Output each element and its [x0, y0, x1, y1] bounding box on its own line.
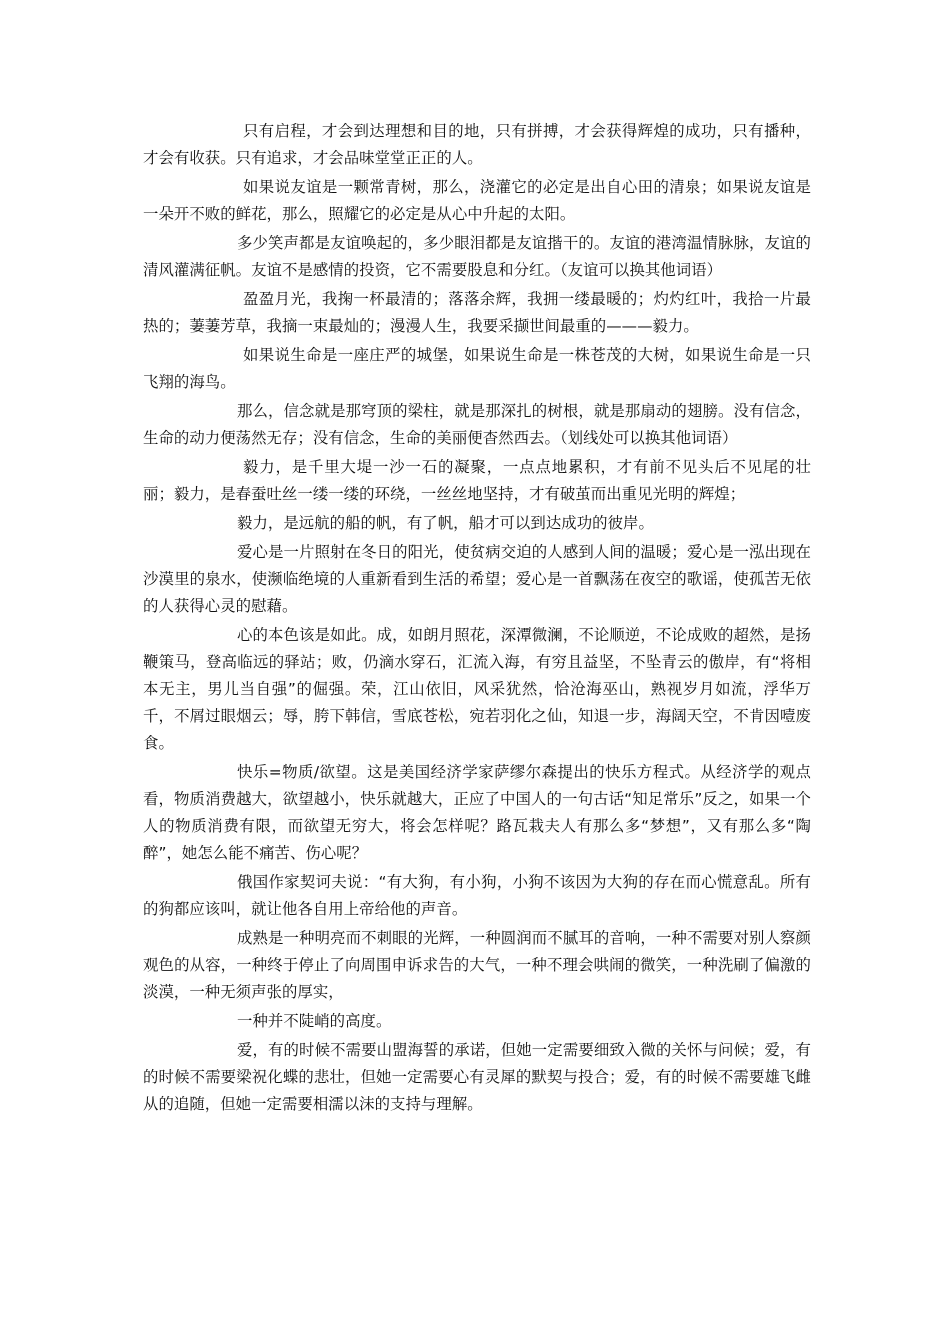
paragraph-7: 毅力，是千里大堤一沙一石的凝聚，一点点地累积，才有前不见头后不见尾的壮丽；毅力，是春蚕吐丝一缕一缕的环绕，一丝丝地坚持，才有破茧而出重见光明的辉煌；	[143, 458, 811, 503]
paragraph-11: 快乐=物质/欲望。这是美国经济学家萨缪尔森提出的快乐方程式。从经济学的观点看，物质消费越大，欲望越小，快乐就越大，正应了中国人的一句古话“知足常乐”反之，如果一个人的物质消费有限，而欲望无穷大，将会怎样呢？路瓦栽夫人有那么多“梦想”，又有那么多“陶醉”，她怎么能不痛苦、伤心呢？	[143, 763, 811, 862]
document-body	[143, 118, 811, 1120]
paragraph-12: 俄国作家契诃夫说：“有大狗，有小狗，小狗不该因为大狗的存在而心慌意乱。所有的狗都应该叫，就让他各自用上帝给他的声音。	[143, 873, 811, 918]
paragraph-3: 多少笑声都是友谊唤起的，多少眼泪都是友谊揩干的。友谊的港湾温情脉脉，友谊的清风灌满征帆。友谊不是感情的投资，它不需要股息和分红。（友谊可以换其他词语）	[143, 234, 811, 279]
paragraph-15: 爱，有的时候不需要山盟海誓的承诺，但她一定需要细致入微的关怀与问候；爱，有的时候不需要梁祝化蝶的悲壮，但她一定需要心有灵犀的默契与投合；爱，有的时候不需要雄飞雌从的追随，但她一定需要相濡以沫的支持与理解。	[143, 1041, 811, 1113]
paragraph-6: 那么，信念就是那穹顶的梁柱，就是那深扎的树根，就是那扇动的翅膀。没有信念，生命的动力便荡然无存；没有信念，生命的美丽便杳然西去。（划线处可以换其他词语）	[143, 402, 811, 447]
paragraph-2: 如果说友谊是一颗常青树，那么，浇灌它的必定是出自心田的清泉；如果说友谊是一朵开不败的鲜花，那么，照耀它的必定是从心中升起的太阳。	[143, 178, 811, 223]
paragraph-5: 如果说生命是一座庄严的城堡，如果说生命是一株苍茂的大树，如果说生命是一只飞翔的海鸟。	[143, 346, 811, 391]
paragraph-4: 盈盈月光，我掬一杯最清的；落落余辉，我拥一缕最暖的；灼灼红叶，我拾一片最热的；萋萋芳草，我摘一束最灿的；漫漫人生，我要采撷世间最重的———毅力。	[143, 290, 811, 335]
paragraph-9: 爱心是一片照射在冬日的阳光，使贫病交迫的人感到人间的温暖；爱心是一泓出现在沙漠里的泉水，使濒临绝境的人重新看到生活的希望；爱心是一首飘荡在夜空的歌谣，使孤苦无依的人获得心灵的慰藉。	[143, 543, 811, 615]
paragraph-10: 心的本色该是如此。成，如朗月照花，深潭微澜，不论顺逆，不论成败的超然，是扬鞭策马，登高临远的驿站；败，仍滴水穿石，汇流入海，有穷且益坚，不坠青云的傲岸，有“将相本无主，男儿当自强”的倔强。荣，江山依旧，风采犹然，恰沧海巫山，熟视岁月如流，浮华万千，不屑过眼烟云；辱，胯下韩信，雪底苍松，宛若羽化之仙，知退一步，海阔天空，不肯因噎废食。	[143, 626, 811, 752]
paragraph-13: 成熟是一种明亮而不刺眼的光辉，一种圆润而不腻耳的音响，一种不需要对别人察颜观色的从容，一种终于停止了向周围申诉求告的大气，一种不理会哄闹的微笑，一种洗刷了偏激的淡漠，一种无须声张的厚实，	[143, 929, 811, 1001]
paragraph-1: 只有启程，才会到达理想和目的地，只有拼搏，才会获得辉煌的成功，只有播种，才会有收获。只有追求，才会品味堂堂正正的人。	[143, 122, 811, 167]
paragraph-8: 毅力，是远航的船的帆，有了帆，船才可以到达成功的彼岸。	[237, 514, 654, 532]
paragraph-14: 一种并不陡峭的高度。	[237, 1012, 392, 1030]
